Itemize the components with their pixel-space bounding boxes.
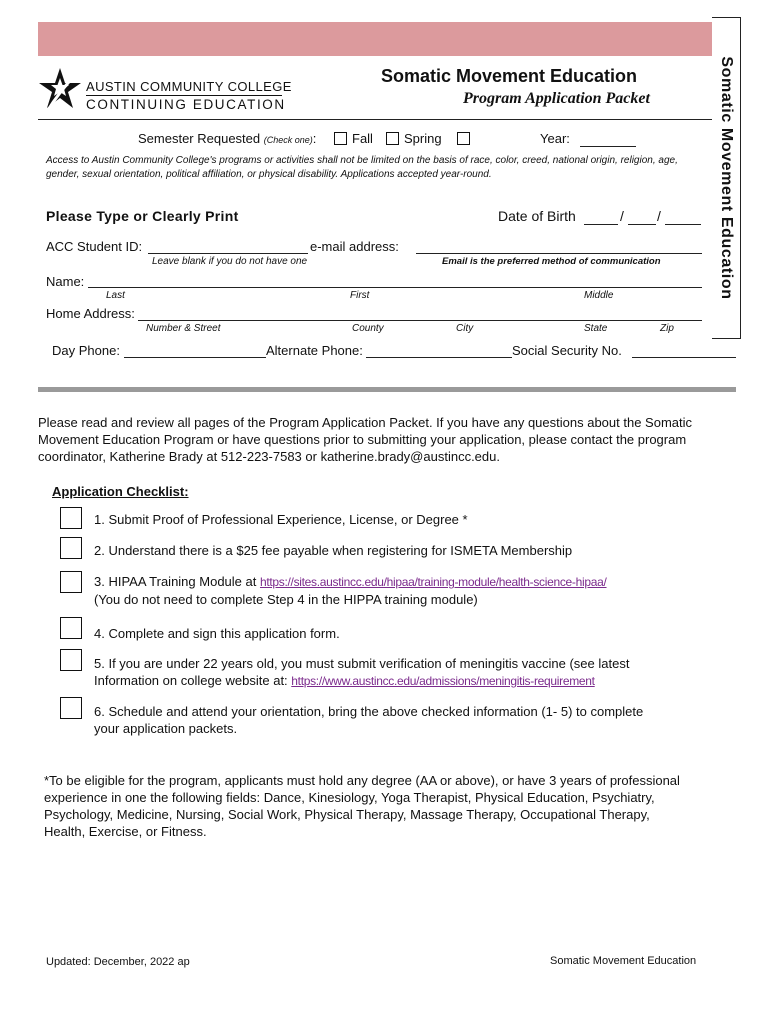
checklist-item-1: 1. Submit Proof of Professional Experience, License, or Degree *: [94, 512, 468, 527]
document-subtitle: Program Application Packet: [463, 90, 650, 107]
other-semester-checkbox[interactable]: [457, 132, 470, 145]
print-instruction: Please Type or Clearly Print: [46, 208, 239, 224]
acc-star-logo-icon: [38, 66, 82, 112]
hipaa-training-link[interactable]: https://sites.austincc.edu/hipaa/training-module/health-science-hipaa/: [259, 575, 607, 589]
addr-zip-hint: Zip: [660, 323, 674, 334]
logo-divider: [86, 95, 282, 96]
eligibility-note: *To be eligible for the program, applicants must hold any degree (AA or above), or have 3 years of professional experience in one the following fields: Dance, Kinesiology, Yoga Therapist, Physical Education, Psychiatry, Psychology, Medicine, Nursing, Social Work, Physical Therapy, Massage Therapy, Occupational Therapy, Health, Exercise, or Fitness.: [44, 773, 680, 839]
access-notice: Access to Austin Community College's programs or activities shall not be limited on the basis of race, color, creed, national origin, religion, age, gender, sexual orientation, political affiliation, or physical disability. Applications accepted year-round.: [46, 155, 678, 180]
spring-checkbox[interactable]: [386, 132, 399, 145]
document-title: Somatic Movement Education: [381, 66, 638, 86]
dob-label: Date of Birth: [498, 208, 576, 224]
student-id-field[interactable]: [148, 253, 308, 254]
header-banner: [38, 22, 712, 56]
header-rule: [38, 119, 712, 120]
logo-line2: CONTINUING EDUCATION: [86, 97, 286, 112]
addr-state-hint: State: [584, 323, 608, 334]
day-phone-label: Day Phone:: [52, 343, 120, 358]
checklist-item-2: 2. Understand there is a $25 fee payable when registering for ISMETA Membership: [94, 543, 573, 558]
name-middle-hint: Middle: [584, 290, 614, 301]
dob-slash-2: /: [657, 208, 661, 224]
logo-line1: AUSTIN COMMUNITY COLLEGE: [86, 79, 292, 94]
checklist-checkbox-2[interactable]: [60, 537, 82, 559]
checklist-checkbox-6[interactable]: [60, 697, 82, 719]
checklist-checkbox-1[interactable]: [60, 507, 82, 529]
checklist-checkbox-4[interactable]: [60, 617, 82, 639]
alt-phone-label: Alternate Phone:: [266, 343, 363, 358]
day-phone-field[interactable]: [124, 357, 266, 358]
ssn-label: Social Security No.: [512, 343, 622, 358]
side-title: Somatic Movement Education: [718, 56, 735, 300]
year-field[interactable]: [580, 146, 636, 147]
checklist-checkbox-5[interactable]: [60, 649, 82, 671]
addr-city-hint: City: [456, 323, 474, 334]
student-id-label: ACC Student ID:: [46, 239, 143, 254]
checklist-checkbox-3[interactable]: [60, 571, 82, 593]
section-separator: [38, 387, 736, 392]
name-label: Name:: [46, 274, 85, 289]
name-first-hint: First: [350, 290, 370, 301]
dob-year-field[interactable]: [665, 224, 701, 225]
addr-street-hint: Number & Street: [146, 323, 221, 334]
checklist-item-3: 3. HIPAA Training Module at https://sites.austincc.edu/hipaa/training-module/health-science-hipaa/ (You do not need to complete Step 4 in the HIPPA training module): [94, 574, 607, 607]
checklist-title: Application Checklist:: [52, 484, 189, 499]
student-id-hint: Leave blank if you do not have one: [152, 256, 308, 267]
semester-label: Semester Requested (Check one):: [138, 131, 317, 146]
address-label: Home Address:: [46, 306, 135, 321]
email-field[interactable]: [416, 253, 702, 254]
name-field[interactable]: [88, 287, 702, 288]
checklist-item-4: 4. Complete and sign this application form.: [94, 626, 340, 641]
addr-county-hint: County: [352, 323, 384, 334]
semester-hint: (Check one): [263, 135, 313, 145]
meningitis-requirement-link[interactable]: https://www.austincc.edu/admissions/meningitis-requirement: [291, 674, 595, 688]
footer-updated: Updated: December, 2022 ap: [46, 956, 190, 968]
fall-label: Fall: [352, 131, 373, 146]
dob-slash-1: /: [620, 208, 624, 224]
spring-label: Spring: [404, 131, 442, 146]
alt-phone-field[interactable]: [366, 357, 512, 358]
ssn-field[interactable]: [632, 357, 736, 358]
fall-checkbox[interactable]: [334, 132, 347, 145]
name-last-hint: Last: [106, 290, 125, 301]
dob-month-field[interactable]: [584, 224, 618, 225]
footer-program: Somatic Movement Education: [550, 955, 697, 967]
dob-day-field[interactable]: [628, 224, 656, 225]
email-hint: Email is the preferred method of communication: [442, 256, 661, 267]
checklist-item-6: 6. Schedule and attend your orientation, bring the above checked information (1- 5) to complete your application packets.: [94, 704, 644, 736]
intro-paragraph: Please read and review all pages of the Program Application Packet. If you have any questions about the Somatic Movement Education Program or have questions prior to submitting your application, please contact the program coordinator, Katherine Brady at 512-223-7583 or katherine.brady@austincc.edu.: [38, 415, 693, 464]
side-tab: [712, 17, 741, 339]
email-label: e-mail address:: [310, 239, 399, 254]
year-label: Year:: [540, 131, 570, 146]
checklist-item-3-note: (You do not need to complete Step 4 in the HIPPA training module): [94, 592, 478, 607]
checklist-item-5: 5. If you are under 22 years old, you must submit verification of meningitis vaccine (see latest Information on college website at: https://www.austincc.edu/admissions/meningitis-requirement: [94, 656, 630, 688]
address-field[interactable]: [138, 320, 702, 321]
